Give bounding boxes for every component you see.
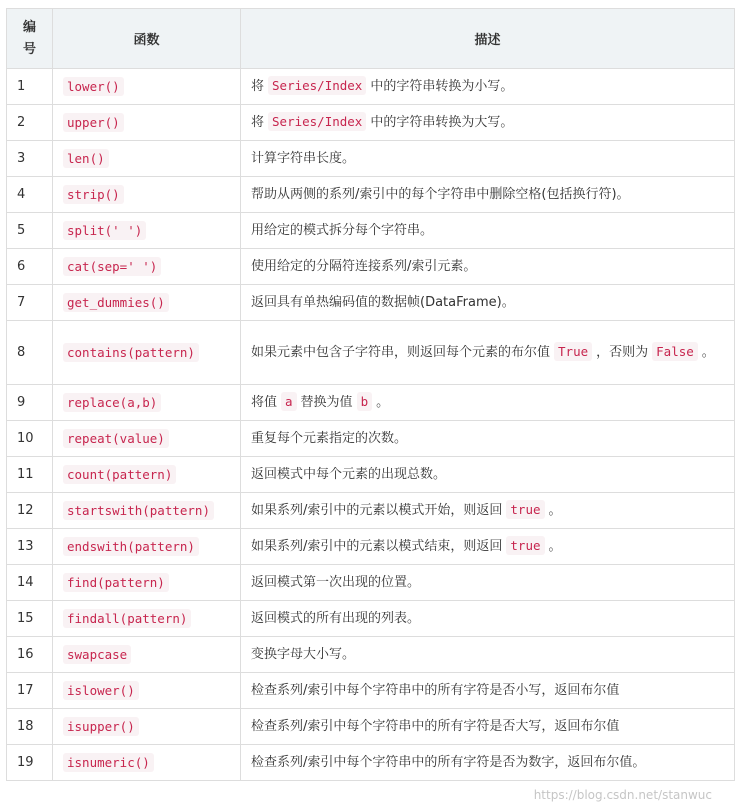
description-cell	[241, 177, 735, 213]
header-description: 描述	[241, 9, 735, 69]
function-cell	[53, 529, 241, 565]
description-cell	[241, 457, 735, 493]
description-text: ，否则为	[596, 345, 649, 360]
table-row	[7, 565, 735, 601]
function-name: strip()	[63, 185, 124, 204]
row-number: 1	[7, 69, 53, 105]
row-number: 2	[7, 105, 53, 141]
row-number: 10	[7, 421, 53, 457]
function-cell	[53, 421, 241, 457]
function-cell	[53, 141, 241, 177]
description-cell	[241, 601, 735, 637]
function-cell	[53, 69, 241, 105]
description-text: 如果元素中包含子字符串，则返回每个元素的布尔值	[251, 345, 551, 360]
function-name: split(' ')	[63, 221, 146, 240]
row-number: 15	[7, 601, 53, 637]
description-cell	[241, 673, 735, 709]
description-cell	[241, 421, 735, 457]
description-text: 。	[701, 345, 715, 360]
function-name: count(pattern)	[63, 465, 176, 484]
function-name: swapcase	[63, 645, 131, 664]
description-text: 将值	[251, 395, 278, 410]
inline-code: b	[357, 392, 373, 411]
description-cell	[241, 141, 735, 177]
table-row	[7, 105, 735, 141]
function-name: contains(pattern)	[63, 343, 199, 362]
watermark: https://blog.csdn.net/stanwuc	[533, 788, 712, 802]
table-row	[7, 69, 735, 105]
description-text: 返回模式的所有出现的列表。	[251, 610, 421, 626]
table-row	[7, 421, 735, 457]
row-number: 13	[7, 529, 53, 565]
table-row	[7, 457, 735, 493]
table-row	[7, 529, 735, 565]
inline-code: true	[506, 536, 544, 555]
description-text: 返回模式中每个元素的出现总数。	[251, 466, 447, 482]
function-name: len()	[63, 149, 109, 168]
description-cell	[241, 529, 735, 565]
description-text: 。	[548, 539, 562, 554]
function-cell	[53, 457, 241, 493]
row-number: 8	[7, 321, 53, 385]
header-function: 函数	[53, 9, 241, 69]
function-cell	[53, 601, 241, 637]
inline-code: true	[506, 500, 544, 519]
row-number: 11	[7, 457, 53, 493]
function-name: isnumeric()	[63, 753, 154, 772]
description-text: 。	[548, 503, 562, 518]
description-text: 检查系列/索引中每个字符串中的所有字符是否小写，返回布尔值	[251, 682, 620, 698]
description-text: 。	[376, 395, 390, 410]
function-name: replace(a,b)	[63, 393, 161, 412]
description-text: 中的字符串转换为小写。	[370, 79, 514, 94]
function-name: findall(pattern)	[63, 609, 191, 628]
table-row	[7, 285, 735, 321]
table-row	[7, 673, 735, 709]
function-cell	[53, 321, 241, 385]
description-cell	[241, 565, 735, 601]
function-cell	[53, 285, 241, 321]
description-cell	[241, 321, 735, 385]
description-text: 变换字母大小写。	[251, 646, 356, 662]
function-name: get_dummies()	[63, 293, 169, 312]
function-name: startswith(pattern)	[63, 501, 214, 520]
table-row	[7, 385, 735, 421]
function-name: find(pattern)	[63, 573, 169, 592]
function-cell	[53, 673, 241, 709]
description-text: 如果系列/索引中的元素以模式结束，则返回	[251, 539, 503, 554]
function-name: isupper()	[63, 717, 139, 736]
inline-code: Series/Index	[268, 112, 366, 131]
description-text: 用给定的模式拆分每个字符串。	[251, 222, 434, 238]
description-text: 返回模式第一次出现的位置。	[251, 574, 421, 590]
description-cell	[241, 709, 735, 745]
function-name: islower()	[63, 681, 139, 700]
row-number: 18	[7, 709, 53, 745]
row-number: 4	[7, 177, 53, 213]
description-cell	[241, 385, 735, 421]
description-text: 计算字符串长度。	[251, 150, 356, 166]
header-number	[7, 9, 53, 69]
table-row	[7, 321, 735, 385]
row-number: 19	[7, 745, 53, 781]
description-cell	[241, 285, 735, 321]
description-text: 使用给定的分隔符连接系列/索引元素。	[251, 258, 477, 274]
table-row	[7, 745, 735, 781]
function-cell	[53, 177, 241, 213]
table-row	[7, 177, 735, 213]
function-name: cat(sep=' ')	[63, 257, 161, 276]
function-cell	[53, 493, 241, 529]
function-name: endswith(pattern)	[63, 537, 199, 556]
description-cell	[241, 637, 735, 673]
description-cell	[241, 745, 735, 781]
table-row	[7, 637, 735, 673]
description-text: 返回具有单热编码值的数据帧(DataFrame)。	[251, 294, 515, 310]
description-text: 检查系列/索引中每个字符串中的所有字符是否为数字，返回布尔值。	[251, 754, 646, 770]
function-cell	[53, 249, 241, 285]
table-row	[7, 141, 735, 177]
table-row	[7, 601, 735, 637]
description-cell	[241, 69, 735, 105]
function-cell	[53, 105, 241, 141]
row-number: 14	[7, 565, 53, 601]
description-text: 重复每个元素指定的次数。	[251, 430, 408, 446]
row-number: 5	[7, 213, 53, 249]
table-row	[7, 213, 735, 249]
header-row	[7, 9, 735, 69]
table-row	[7, 493, 735, 529]
description-cell	[241, 105, 735, 141]
description-cell	[241, 493, 735, 529]
function-name: lower()	[63, 77, 124, 96]
string-functions-table	[6, 8, 735, 781]
function-cell	[53, 637, 241, 673]
inline-code: a	[281, 392, 297, 411]
table-row	[7, 249, 735, 285]
table-row	[7, 709, 735, 745]
header-number-label: 编 号	[22, 19, 36, 57]
row-number: 12	[7, 493, 53, 529]
inline-code: Series/Index	[268, 76, 366, 95]
row-number: 7	[7, 285, 53, 321]
function-name: repeat(value)	[63, 429, 169, 448]
description-text: 如果系列/索引中的元素以模式开始，则返回	[251, 503, 503, 518]
row-number: 17	[7, 673, 53, 709]
description-text: 帮助从两侧的系列/索引中的每个字符串中删除空格(包括换行符)。	[251, 186, 630, 202]
function-cell	[53, 213, 241, 249]
function-cell	[53, 709, 241, 745]
row-number: 3	[7, 141, 53, 177]
inline-code: False	[652, 342, 698, 361]
function-name: upper()	[63, 113, 124, 132]
row-number: 6	[7, 249, 53, 285]
description-text: 将	[251, 79, 265, 94]
inline-code: True	[554, 342, 592, 361]
description-cell	[241, 249, 735, 285]
description-text: 将	[251, 115, 265, 130]
description-cell	[241, 213, 735, 249]
description-text: 中的字符串转换为大写。	[370, 115, 514, 130]
function-cell	[53, 385, 241, 421]
description-text: 检查系列/索引中每个字符串中的所有字符是否大写，返回布尔值	[251, 718, 620, 734]
description-text: 替换为值	[300, 395, 353, 410]
row-number: 9	[7, 385, 53, 421]
function-cell	[53, 565, 241, 601]
function-cell	[53, 745, 241, 781]
row-number: 16	[7, 637, 53, 673]
